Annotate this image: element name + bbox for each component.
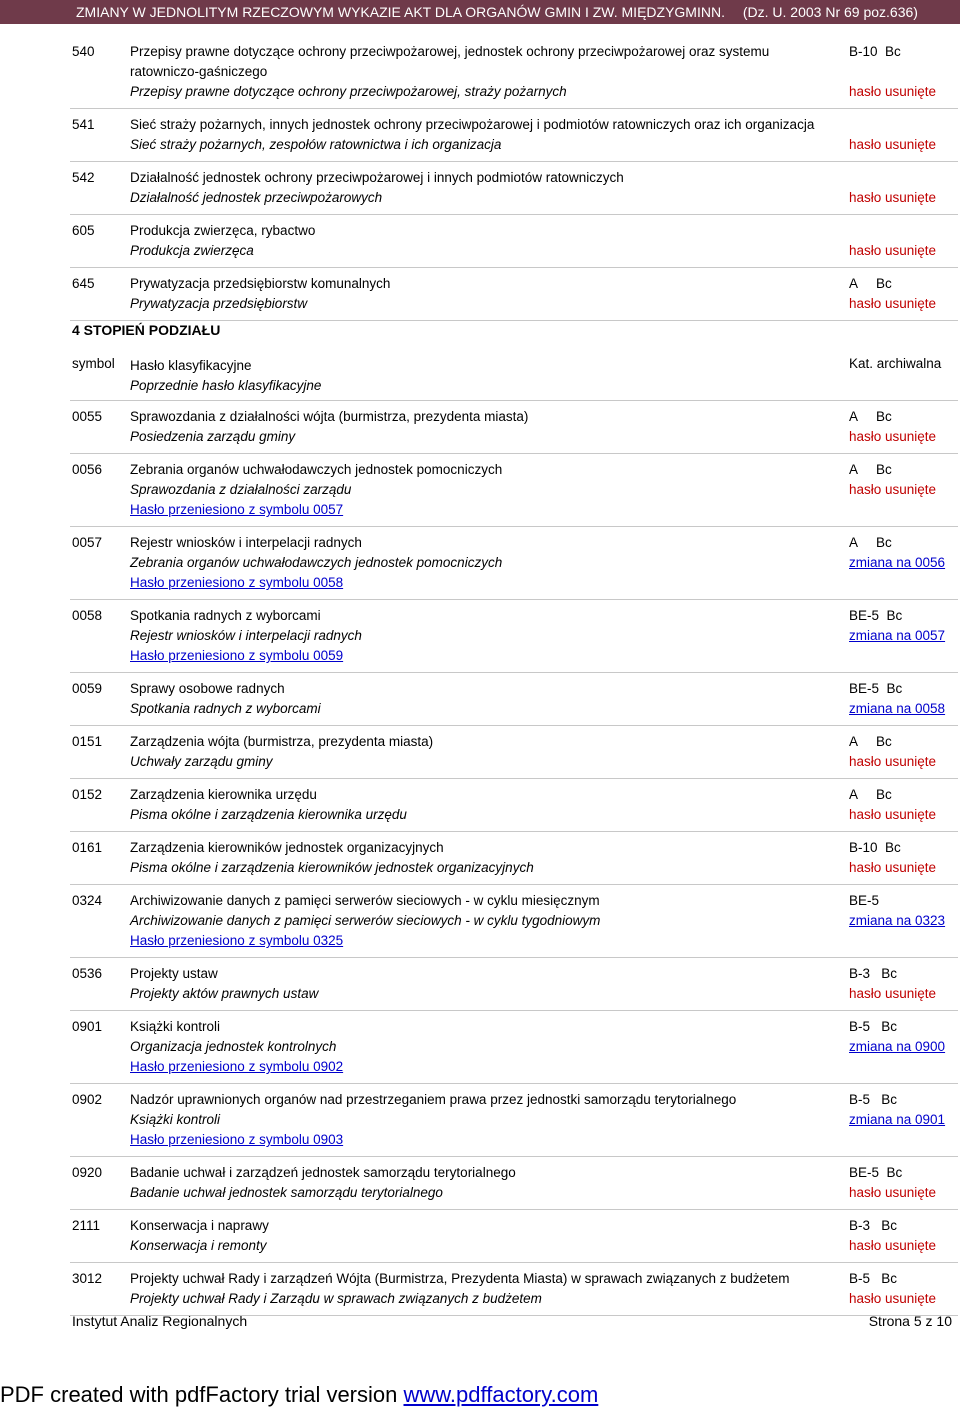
row-symbol: 0161 — [72, 840, 103, 855]
new-heading: Projekty uchwał Rady i zarządzeń Wójta (Burmistrza, Prezydenta Miasta) w sprawach związanych z budżetem — [130, 1271, 790, 1286]
table-row — [70, 527, 958, 600]
category-value: B-5 Bc — [849, 1271, 898, 1286]
status-label: hasło usunięte — [849, 84, 937, 99]
row-symbol: 2111 — [72, 1218, 101, 1233]
new-heading: Konserwacja i naprawy — [130, 1218, 269, 1233]
row-body — [130, 838, 828, 878]
new-heading: Projekty ustaw — [130, 966, 218, 981]
archival-category — [849, 964, 957, 984]
new-heading: Sieć straży pożarnych, innych jednostek ochrony przeciwpożarowej i podmiotów ratowniczych oraz ich organizacja — [130, 117, 815, 132]
column-symbol-header: symbol — [72, 356, 115, 371]
new-heading: Archiwizowanie danych z pamięci serwerów sieciowych - w cyklu miesięcznym — [130, 893, 600, 908]
moved-from-note[interactable]: Hasło przeniesiono z symbolu 0903 — [130, 1132, 344, 1147]
row-body — [130, 679, 828, 719]
archival-category — [849, 1216, 957, 1236]
new-heading: Zarządzenia wójta (burmistrza, prezydenta miasta) — [130, 734, 434, 749]
table-row — [70, 600, 958, 673]
category-value: BE-5 — [849, 893, 880, 908]
row-body — [130, 1163, 828, 1203]
previous-heading: Konserwacja i remonty — [130, 1238, 267, 1253]
archival-category — [849, 679, 957, 699]
row-symbol: 0055 — [72, 409, 103, 424]
row-body — [130, 785, 828, 825]
row-symbol: 0920 — [72, 1165, 103, 1180]
category-value: A Bc — [849, 787, 892, 802]
document-title: ZMIANY W JEDNOLITYM RZECZOWYM WYKAZIE AKT DLA ORGANÓW GMIN I ZW. MIĘDZYGMINN. — [76, 4, 725, 20]
new-heading: Produkcja zwierzęca, rybactwo — [130, 223, 316, 238]
column-header — [70, 352, 958, 401]
new-heading: Badanie uchwał i zarządzeń jednostek samorządu terytorialnego — [130, 1165, 516, 1180]
previous-heading: Prywatyzacja przedsiębiorstw — [130, 296, 308, 311]
previous-heading: Przepisy prawne dotyczące ochrony przeciwpożarowej, straży pożarnych — [130, 84, 567, 99]
status-label[interactable]: zmiana na 0900 — [849, 1039, 946, 1054]
row-symbol: 645 — [72, 276, 95, 291]
status-label: hasło usunięte — [849, 243, 937, 258]
archival-category — [849, 533, 957, 553]
row-body — [130, 1269, 828, 1309]
pdf-trial-footer — [0, 1382, 598, 1408]
previous-heading: Rejestr wniosków i interpelacji radnych — [130, 628, 362, 643]
row-body — [130, 606, 828, 666]
status-label[interactable]: zmiana na 0323 — [849, 913, 946, 928]
table-row — [70, 109, 958, 162]
top-classification-table — [70, 36, 958, 321]
status-label: hasło usunięte — [849, 190, 937, 205]
column-kat-header: Kat. archiwalna — [849, 356, 942, 371]
status-label: hasło usunięte — [849, 1185, 937, 1200]
table-row — [70, 1157, 958, 1210]
status-label: hasło usunięte — [849, 429, 937, 444]
row-symbol: 0536 — [72, 966, 103, 981]
row-body — [130, 221, 828, 261]
status-label: hasło usunięte — [849, 482, 937, 497]
moved-from-note[interactable]: Hasło przeniesiono z symbolu 0325 — [130, 933, 344, 948]
moved-from-note[interactable]: Hasło przeniesiono z symbolu 0057 — [130, 502, 344, 517]
row-symbol: 3012 — [72, 1271, 103, 1286]
row-symbol: 540 — [72, 44, 95, 59]
document-reference: (Dz. U. 2003 Nr 69 poz.636) — [742, 4, 918, 20]
archival-category — [849, 1163, 957, 1183]
row-symbol: 0902 — [72, 1092, 103, 1107]
category-value: B-3 Bc — [849, 1218, 898, 1233]
archival-category — [849, 732, 957, 752]
category-value: B-10 Bc — [849, 840, 901, 855]
archival-category — [849, 274, 957, 294]
status-label: hasło usunięte — [849, 1238, 937, 1253]
category-value: B-3 Bc — [849, 966, 898, 981]
previous-heading: Książki kontroli — [130, 1112, 221, 1127]
row-body — [130, 891, 828, 951]
table-row — [70, 454, 958, 527]
previous-heading: Badanie uchwał jednostek samorządu terytorialnego — [130, 1185, 443, 1200]
row-symbol: 542 — [72, 170, 95, 185]
status-label: hasło usunięte — [849, 807, 937, 822]
table-row — [70, 1084, 958, 1157]
previous-heading: Sprawozdania z działalności zarządu — [130, 482, 352, 497]
row-body — [130, 407, 828, 447]
archival-category — [849, 1269, 957, 1289]
row-body — [130, 533, 828, 593]
category-value: BE-5 Bc — [849, 608, 903, 623]
row-body — [130, 1090, 828, 1150]
row-symbol: 0324 — [72, 893, 103, 908]
column-old-header: Poprzednie hasło klasyfikacyjne — [130, 378, 322, 393]
archival-category — [849, 838, 957, 858]
new-heading: Spotkania radnych z wyborcami — [130, 608, 321, 623]
archival-category — [849, 891, 957, 911]
status-label[interactable]: zmiana na 0057 — [849, 628, 946, 643]
new-heading: Przepisy prawne dotyczące ochrony przeciwpożarowej, jednostek ochrony przeciwpożarowej oraz systemu ratowniczo-gaśniczego — [130, 44, 770, 79]
category-value: BE-5 Bc — [849, 681, 903, 696]
section-title: 4 STOPIEŃ PODZIAŁU — [72, 322, 221, 338]
previous-heading: Spotkania radnych z wyborcami — [130, 701, 321, 716]
category-value: A Bc — [849, 276, 892, 291]
previous-heading: Projekty aktów prawnych ustaw — [130, 986, 319, 1001]
previous-heading: Produkcja zwierzęca — [130, 243, 254, 258]
row-symbol: 0151 — [72, 734, 103, 749]
new-heading: Sprawozdania z działalności wójta (burmistrza, prezydenta miasta) — [130, 409, 529, 424]
row-body — [130, 274, 828, 314]
previous-heading: Posiedzenia zarządu gminy — [130, 429, 296, 444]
row-symbol: 541 — [72, 117, 95, 132]
new-heading: Sprawy osobowe radnych — [130, 681, 285, 696]
row-body — [130, 732, 828, 772]
moved-from-note[interactable]: Hasło przeniesiono z symbolu 0058 — [130, 575, 344, 590]
table-row — [70, 1011, 958, 1084]
category-value: A Bc — [849, 409, 892, 424]
row-symbol: 0152 — [72, 787, 103, 802]
footer-institute: Instytut Analiz Regionalnych — [72, 1313, 248, 1329]
row-body — [130, 42, 828, 102]
category-value: B-10 Bc — [849, 44, 901, 59]
table-row — [70, 958, 958, 1011]
archival-category — [849, 785, 957, 805]
status-label: hasło usunięte — [849, 1291, 937, 1306]
column-new-header: Hasło klasyfikacyjne — [130, 358, 252, 373]
archival-category — [849, 42, 957, 62]
category-value: B-5 Bc — [849, 1092, 898, 1107]
previous-heading: Zebrania organów uchwałodawczych jednostek pomocniczych — [130, 555, 503, 570]
new-heading: Nadzór uprawnionych organów nad przestrzeganiem prawa przez jednostki samorządu terytorialnego — [130, 1092, 737, 1107]
row-body — [130, 1017, 828, 1077]
row-symbol: 0056 — [72, 462, 103, 477]
main-classification-table — [70, 401, 958, 1316]
row-symbol: 0058 — [72, 608, 103, 623]
new-heading: Prywatyzacja przedsiębiorstw komunalnych — [130, 276, 391, 291]
previous-heading: Projekty uchwał Rady i Zarządu w sprawach związanych z budżetem — [130, 1291, 542, 1306]
new-heading: Zarządzenia kierownika urzędu — [130, 787, 317, 802]
pdf-footer-text: PDF created with pdfFactory trial version — [0, 1382, 404, 1407]
table-row — [70, 1263, 958, 1316]
new-heading: Rejestr wniosków i interpelacji radnych — [130, 535, 362, 550]
archival-category — [849, 1090, 957, 1110]
moved-from-note[interactable]: Hasło przeniesiono z symbolu 0059 — [130, 648, 344, 663]
table-row — [70, 832, 958, 885]
archival-category — [849, 407, 957, 427]
table-row — [70, 268, 958, 321]
row-symbol: 605 — [72, 223, 95, 238]
table-row — [70, 726, 958, 779]
table-row — [70, 401, 958, 454]
status-label: hasło usunięte — [849, 296, 937, 311]
archival-category — [849, 606, 957, 626]
category-value: A Bc — [849, 462, 892, 477]
row-symbol: 0901 — [72, 1019, 103, 1034]
new-heading: Zebrania organów uchwałodawczych jednostek pomocniczych — [130, 462, 503, 477]
status-label[interactable]: zmiana na 0058 — [849, 701, 946, 716]
row-body — [130, 115, 828, 155]
status-label: hasło usunięte — [849, 986, 937, 1001]
status-label[interactable]: zmiana na 0901 — [849, 1112, 946, 1127]
previous-heading: Organizacja jednostek kontrolnych — [130, 1039, 337, 1054]
table-row — [70, 885, 958, 958]
new-heading: Zarządzenia kierowników jednostek organizacyjnych — [130, 840, 444, 855]
table-row — [70, 162, 958, 215]
category-value: B-5 Bc — [849, 1019, 898, 1034]
row-symbol: 0059 — [72, 681, 103, 696]
new-heading: Książki kontroli — [130, 1019, 221, 1034]
table-row — [70, 215, 958, 268]
category-value: A Bc — [849, 734, 892, 749]
previous-heading: Uchwały zarządu gminy — [130, 754, 273, 769]
document-header-bar — [0, 0, 960, 24]
previous-heading: Pisma okólne i zarządzenia kierowników jednostek organizacyjnych — [130, 860, 534, 875]
status-label[interactable]: zmiana na 0056 — [849, 555, 946, 570]
footer-page-number: Strona 5 z 10 — [868, 1313, 952, 1329]
row-body — [130, 964, 828, 1004]
previous-heading: Pisma okólne i zarządzenia kierownika urzędu — [130, 807, 407, 822]
row-body — [130, 168, 828, 208]
moved-from-note[interactable]: Hasło przeniesiono z symbolu 0902 — [130, 1059, 344, 1074]
category-value: A Bc — [849, 535, 892, 550]
row-symbol: 0057 — [72, 535, 103, 550]
row-body — [130, 1216, 828, 1256]
archival-category — [849, 1017, 957, 1037]
category-value: BE-5 Bc — [849, 1165, 903, 1180]
table-row — [70, 1210, 958, 1263]
table-row — [70, 36, 958, 109]
row-body — [130, 460, 828, 520]
previous-heading: Działalność jednostek przeciwpożarowych — [130, 190, 383, 205]
new-heading: Działalność jednostek ochrony przeciwpożarowej i innych podmiotów ratowniczych — [130, 170, 624, 185]
status-label: hasło usunięte — [849, 754, 937, 769]
pdffactory-link[interactable]: www.pdffactory.com — [403, 1382, 599, 1407]
status-label: hasło usunięte — [849, 137, 937, 152]
archival-category — [849, 460, 957, 480]
previous-heading: Archiwizowanie danych z pamięci serwerów sieciowych - w cyklu tygodniowym — [130, 913, 601, 928]
status-label: hasło usunięte — [849, 860, 937, 875]
previous-heading: Sieć straży pożarnych, zespołów ratownictwa i ich organizacja — [130, 137, 502, 152]
table-row — [70, 673, 958, 726]
table-row — [70, 779, 958, 832]
